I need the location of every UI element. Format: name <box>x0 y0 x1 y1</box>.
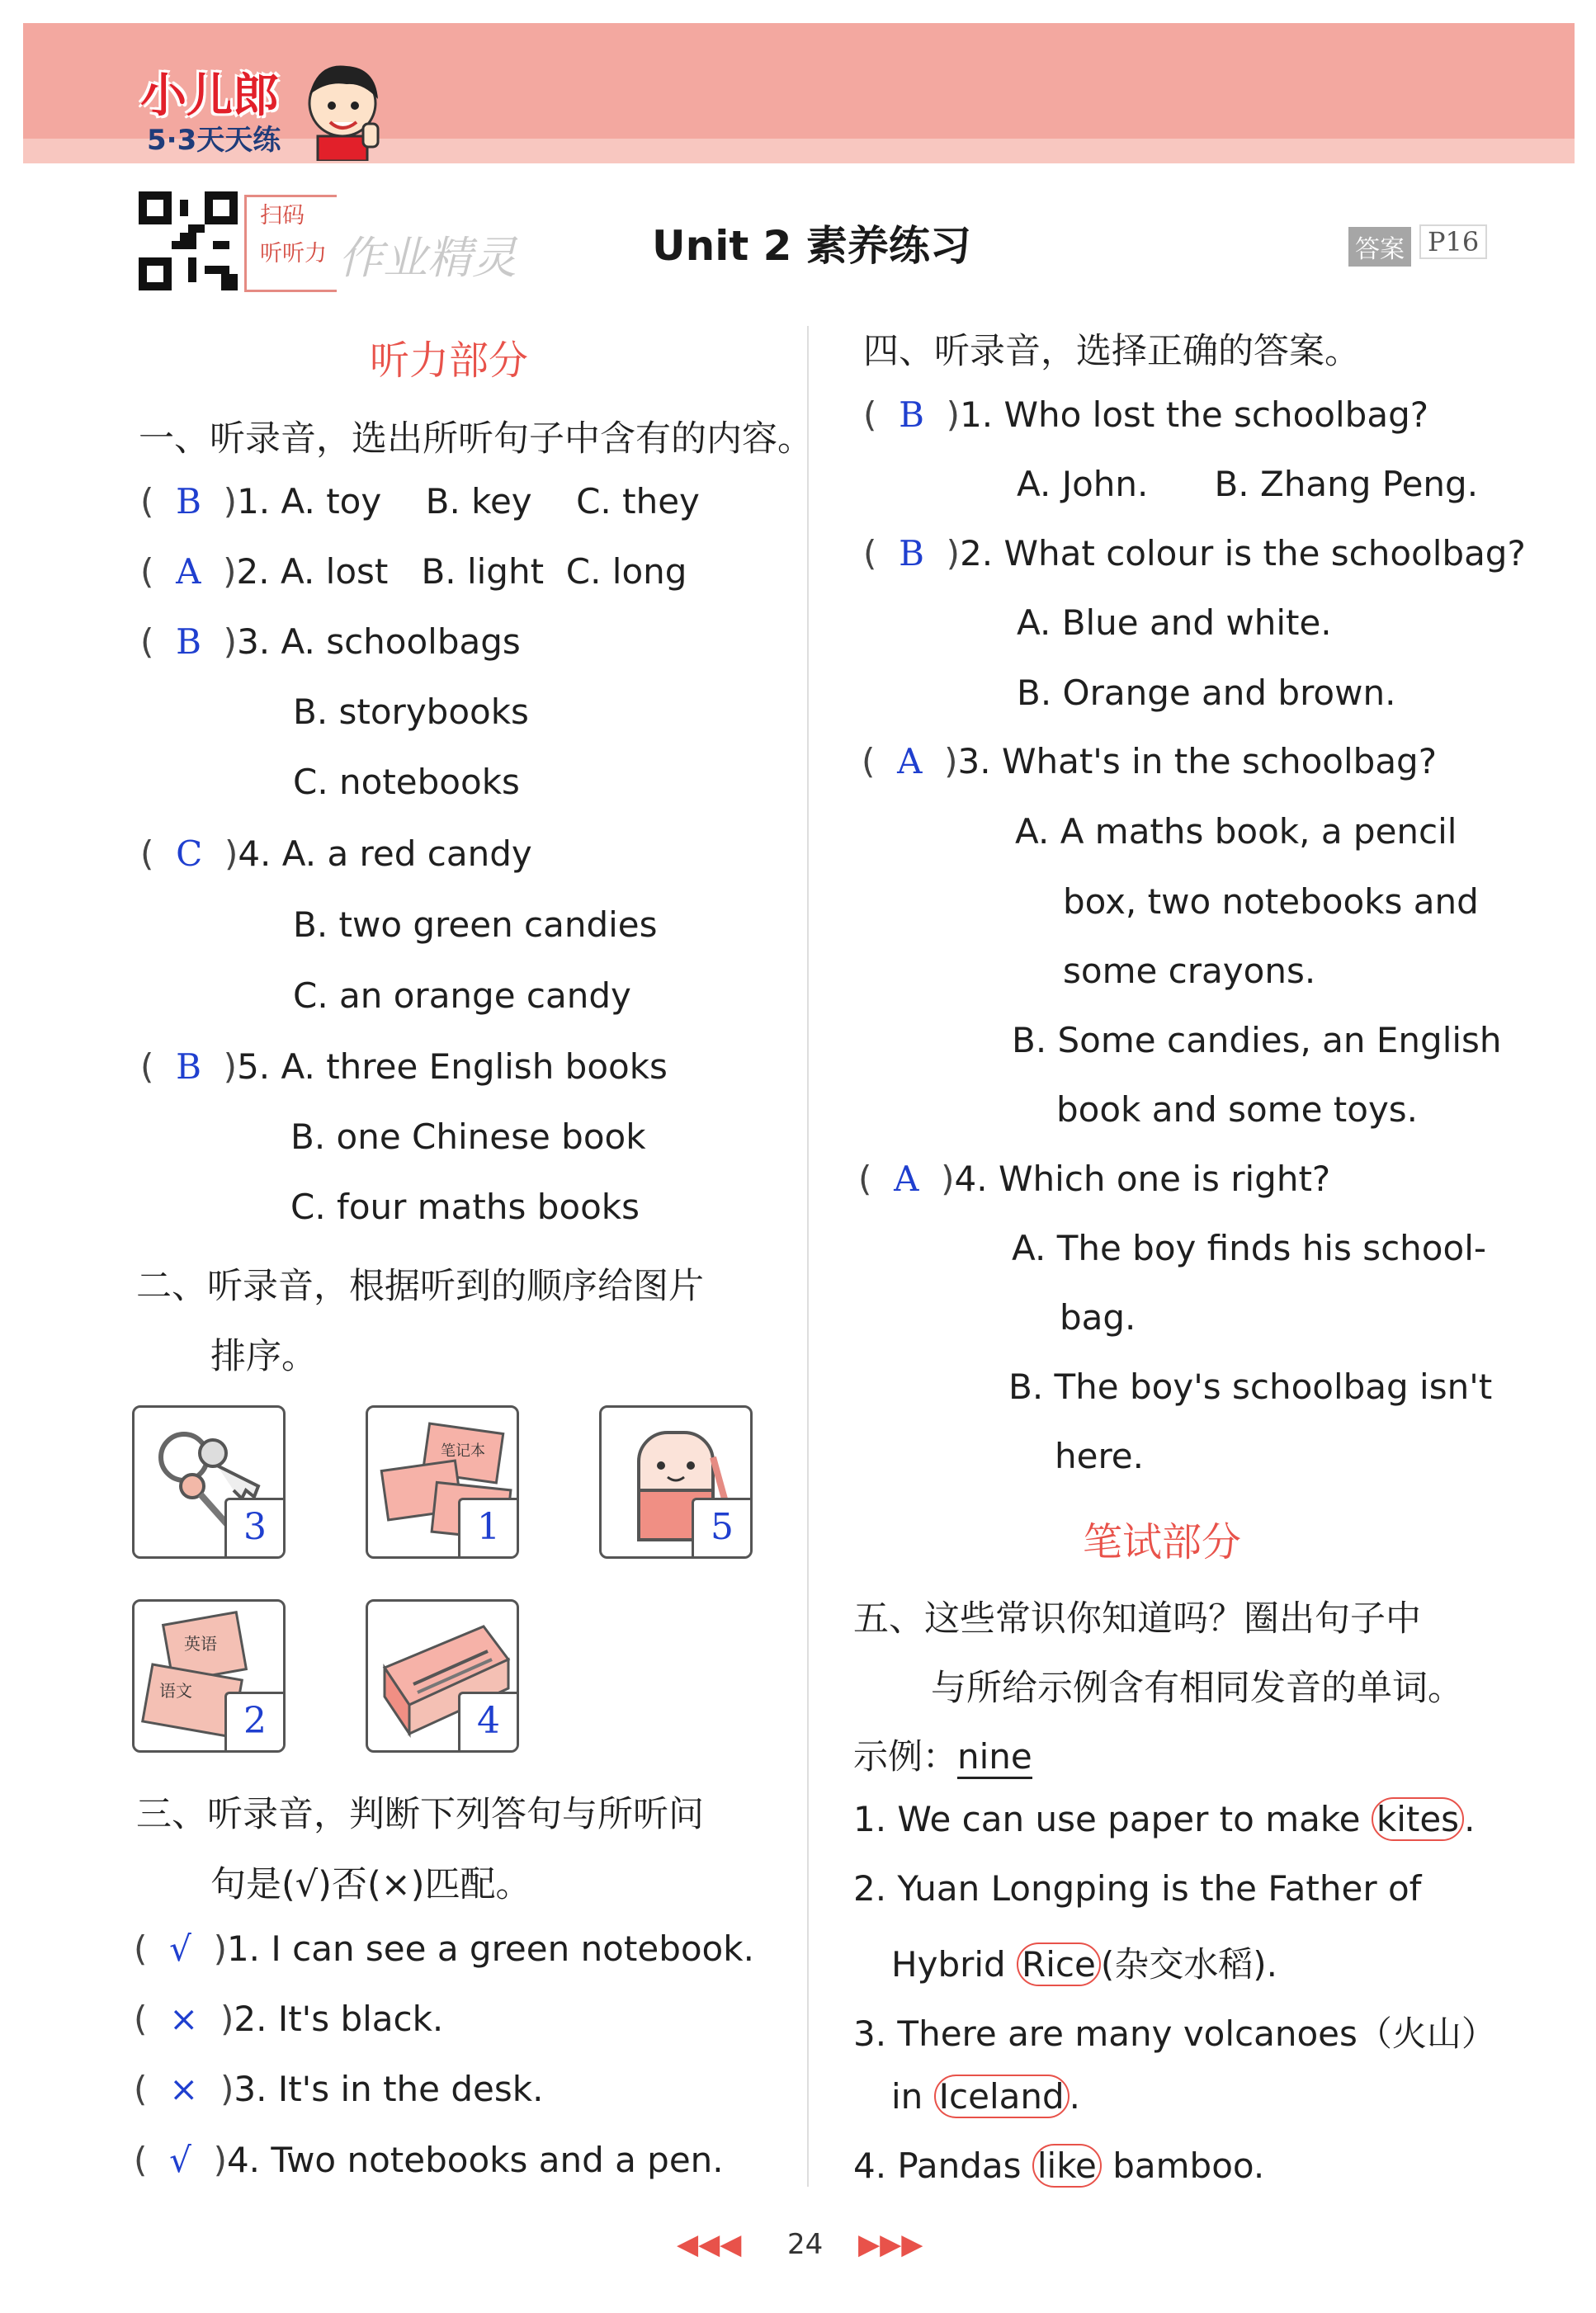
next-page-icon[interactable]: ▶▶▶ <box>858 2228 923 2261</box>
option-a: A. lost <box>280 551 389 592</box>
example-word: nine <box>957 1736 1032 1779</box>
option-a: A. The boy finds his school- <box>1012 1228 1487 1268</box>
option-b: B. The boy's schoolbag isn't <box>1008 1367 1493 1407</box>
series-name: 5·3天天练 <box>147 124 281 157</box>
answer-mark: × <box>169 2069 199 2109</box>
part1-item: ( C )4. A. a red candy <box>140 833 532 874</box>
option-c: C. notebooks <box>293 762 520 802</box>
option-c: C. four maths books <box>290 1187 640 1227</box>
listen-text: 听听力 <box>260 241 327 267</box>
order-number: 3 <box>224 1498 283 1556</box>
part4-question: ( B )2. What colour is the schoolbag? <box>863 533 1526 574</box>
answer-mark: A <box>176 551 201 592</box>
picture-books <box>132 1599 286 1753</box>
answer-mark: A <box>897 741 923 781</box>
answer-mark: B <box>899 394 924 435</box>
scan-listen-label <box>244 195 337 292</box>
page-number: 24 <box>787 2228 824 2261</box>
part4-question: ( A )4. Which one is right? <box>858 1159 1331 1199</box>
svg-text:英语: 英语 <box>184 1634 217 1654</box>
option-b: B. Zhang Peng. <box>1214 464 1479 504</box>
part5-example: 示例：nine <box>853 1730 1032 1779</box>
option-b: B. two green candies <box>293 904 658 945</box>
order-number: 5 <box>692 1498 750 1556</box>
answer-mark: C <box>176 833 203 874</box>
mascot-icon <box>297 58 388 161</box>
picture-notebooks <box>366 1405 519 1559</box>
order-number: 2 <box>224 1692 283 1750</box>
column-divider <box>807 326 809 2187</box>
part5-instruction: 五、这些常识你知道吗？圈出句子中 <box>853 1598 1421 1640</box>
part5-sentence: 4. Pandas like bamboo. <box>853 2145 1265 2186</box>
circled-word: like <box>1032 2144 1102 2188</box>
answer-mark: B <box>176 621 201 662</box>
option-a: A. John. <box>1017 464 1149 504</box>
picture-schoolbag <box>599 1405 753 1559</box>
part1-item: ( A )2. A. lost B. light C. long <box>140 551 687 592</box>
part4-instruction: 四、听录音，选择正确的答案。 <box>863 331 1360 372</box>
answer-mark: √ <box>169 1928 191 1969</box>
svg-text:语文: 语文 <box>159 1681 192 1701</box>
part3-instruction-line2: 句是(√)否(×)匹配。 <box>210 1864 531 1905</box>
qr-code-icon[interactable] <box>139 191 238 290</box>
part1-instruction: 一、听录音，选出所听句子中含有的内容。 <box>139 418 813 460</box>
circled-word: kites <box>1372 1797 1464 1841</box>
option-b: B. light <box>421 551 545 592</box>
page-title: Unit 2 素养练习 <box>652 222 971 270</box>
brand-logo: 小儿郎 <box>140 69 279 123</box>
answer-mark: B <box>176 1046 201 1087</box>
option-b: B. Orange and brown. <box>1017 673 1396 713</box>
answer-mark: × <box>169 1999 199 2039</box>
option-a-cont: box, two notebooks and <box>1063 881 1479 922</box>
part1-item: ( B )3. A. schoolbags <box>140 621 521 662</box>
order-number: 4 <box>458 1692 517 1750</box>
option-b: B. Some candies, an English <box>1012 1020 1502 1060</box>
option-b: B. key <box>425 481 532 522</box>
order-number: 1 <box>458 1498 517 1556</box>
prev-page-icon[interactable]: ◀◀◀ <box>677 2228 742 2261</box>
circled-word: Rice <box>1017 1942 1101 1986</box>
option-c: C. they <box>576 481 700 522</box>
part3-item: ( √ )1. I can see a green notebook. <box>134 1928 754 1969</box>
answer-mark: √ <box>169 2140 191 2180</box>
part5-sentence-cont: Hybrid Rice (杂交水稻). <box>891 1944 1277 1985</box>
option-a-cont: bag. <box>1060 1297 1136 1338</box>
picture-keys <box>132 1405 286 1559</box>
option-b: B. one Chinese book <box>290 1116 646 1157</box>
part4-question: ( A )3. What's in the schoolbag? <box>862 741 1438 781</box>
part3-item: ( × )3. It's in the desk. <box>134 2069 544 2109</box>
option-c: C. an orange candy <box>293 975 631 1016</box>
svg-text:笔记本: 笔记本 <box>441 1442 485 1460</box>
part2-instruction: 二、听录音，根据听到的顺序给图片 <box>136 1266 704 1307</box>
option-a: A. three English books <box>281 1046 668 1087</box>
option-a: A. Blue and white. <box>1017 602 1332 643</box>
answer-mark: A <box>894 1159 919 1199</box>
option-a: A. schoolbags <box>281 621 521 662</box>
answer-mark: B <box>176 481 201 522</box>
option-b: B. storybooks <box>293 692 529 732</box>
option-a: A. toy <box>281 481 382 522</box>
writing-heading: 笔试部分 <box>1083 1519 1242 1565</box>
part3-item: ( × )2. It's black. <box>134 1999 444 2039</box>
part4-option-row <box>1017 464 1478 504</box>
part1-item: ( B )5. A. three English books <box>140 1046 668 1087</box>
option-b-cont: here. <box>1055 1436 1144 1476</box>
part5-sentence-cont: in Iceland . <box>891 2076 1081 2117</box>
part4-question: ( B )1. Who lost the schoolbag? <box>863 394 1429 435</box>
part2-instruction-line2: 排序。 <box>210 1336 317 1377</box>
answer-mark: B <box>899 533 924 574</box>
option-a-cont: some crayons. <box>1063 951 1316 991</box>
part5-sentence: 1. We can use paper to make kites . <box>853 1799 1476 1839</box>
scan-text: 扫码 <box>260 203 305 229</box>
option-a: A. a red candy <box>281 833 532 874</box>
part5-instruction-line2: 与所给示例含有相同发音的单词。 <box>931 1668 1463 1709</box>
part3-instruction: 三、听录音，判断下列答句与所听问 <box>136 1794 704 1835</box>
listening-heading: 听力部分 <box>370 338 529 384</box>
answer-page: P16 <box>1419 224 1487 259</box>
answer-label: 答案 <box>1348 227 1411 267</box>
part1-item: ( B )1. A. toy B. key C. they <box>140 481 700 522</box>
option-a: A. A maths book, a pencil <box>1015 811 1457 852</box>
part3-item: ( √ )4. Two notebooks and a pen. <box>134 2140 724 2180</box>
picture-pencil-box <box>366 1599 519 1753</box>
part5-sentence: 3. There are many volcanoes（火山） <box>853 2013 1496 2054</box>
option-c: C. long <box>565 551 687 592</box>
option-b-cont: book and some toys. <box>1056 1089 1419 1130</box>
watermark: 作业精灵 <box>338 232 517 284</box>
circled-word: Iceland <box>934 2075 1070 2118</box>
part5-sentence: 2. Yuan Longping is the Father of <box>853 1868 1422 1909</box>
